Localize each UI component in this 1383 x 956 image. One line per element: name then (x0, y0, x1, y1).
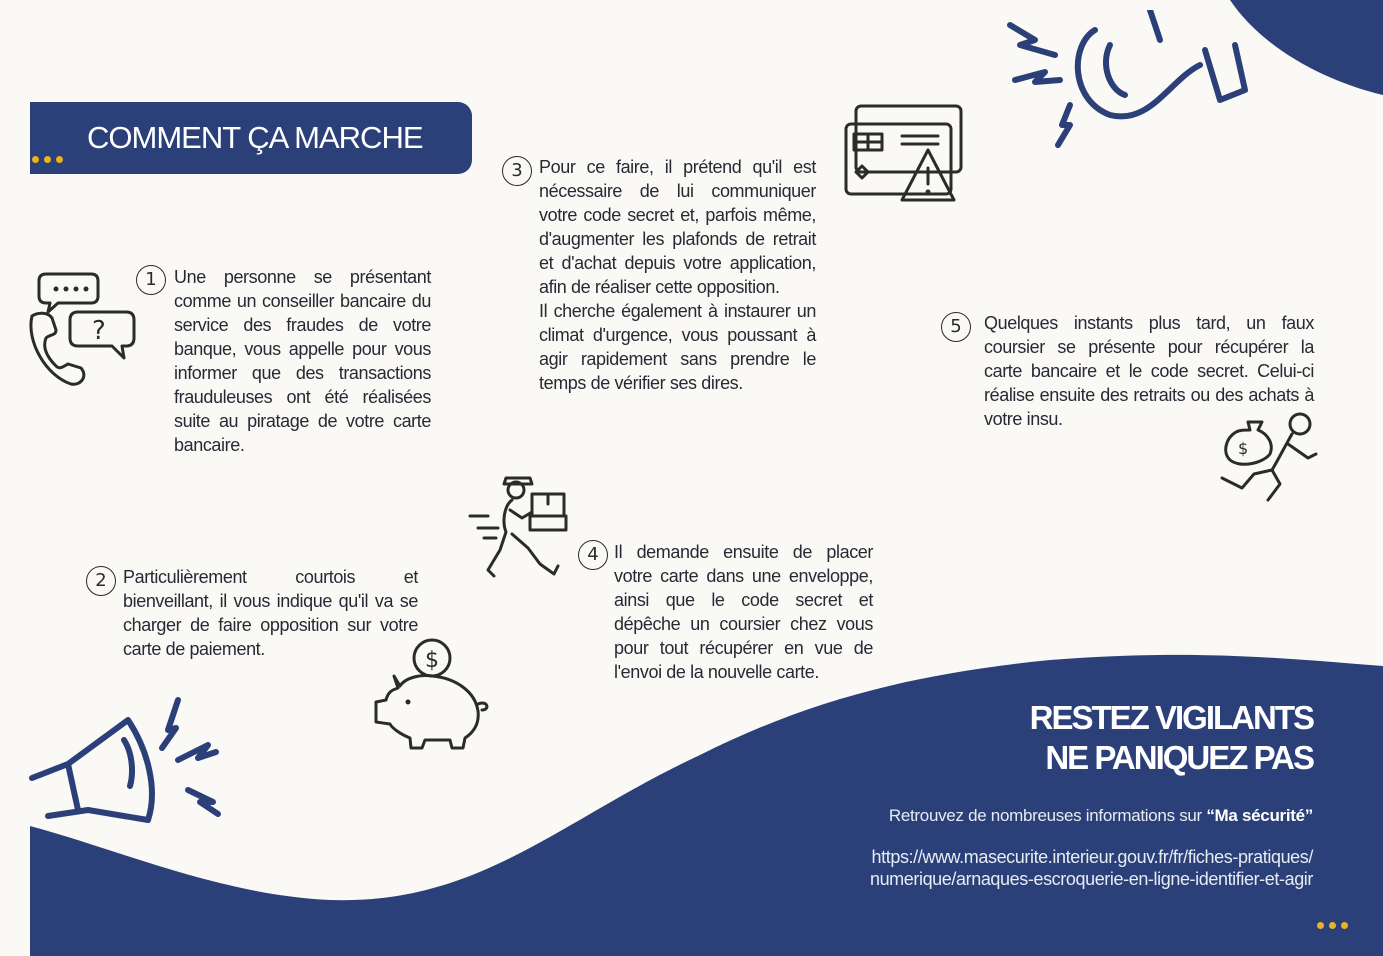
source-url[interactable] (870, 846, 1313, 890)
step-paragraph: Il demande ensuite de placer votre carte dans une enveloppe, ainsi que le code secret et dépêche un coursier chez vous pour tout récupérer en vue de l'envoi de la nouvelle carte. (614, 542, 873, 682)
url-line-2[interactable]: numerique/arnaques-escroquerie-en-ligne-identifier-et-agir (869, 869, 1313, 889)
step-1-text (174, 265, 431, 457)
step-4-text (614, 540, 873, 684)
step-paragraph: Une personne se présentant comme un conseiller bancaire du service des fraudes de votre banque, vous appelle pour vous informer que des transactions frauduleuses ont été réalisées suite au piratage de votre carte bancaire. (174, 267, 431, 455)
megaphone-top-icon (1000, 10, 1270, 160)
info-prefix: Retrouvez de nombreuses informations sur (888, 806, 1207, 825)
step-paragraph: Particulièrement courtois et bienveillant, il vous indique qu'il va se charger de faire opposition sur votre carte de paiement. (123, 567, 418, 659)
url-line-1[interactable]: https://www.masecurite.interieur.gouv.fr/fr/fiches-pratiques/ (871, 847, 1313, 867)
headline-line-2: NE PANIQUEZ PAS (1045, 739, 1313, 776)
page-title: COMMENT ÇA MARCHE (87, 120, 423, 155)
headline-line-1: RESTEZ VIGILANTS (1029, 699, 1313, 736)
step-number: 4 (578, 540, 608, 570)
step-number: 2 (86, 566, 116, 596)
chat-bubbles-phone-icon (26, 266, 141, 391)
step-number: 1 (136, 265, 166, 295)
step-paragraph: Pour ce faire, il prétend qu'il est nécessaire de lui communiquer votre code secret et, parfois même, d'augmenter les plafonds de retrait et d'achat depuis votre application, afin de réaliser cette opposition. (539, 157, 816, 297)
section-title-banner (30, 102, 472, 174)
decorative-dots-bottom (1317, 922, 1348, 929)
svg-text:?: ? (92, 316, 106, 346)
info-line (889, 806, 1313, 826)
step-3-text (539, 155, 816, 395)
step-paragraph: Il cherche également à instaurer un climat d'urgence, vous poussant à agir rapidement sans prendre le temps de vérifier ses dires. (539, 301, 816, 393)
step-number: 3 (502, 156, 532, 186)
piggy-bank-icon (370, 636, 495, 751)
delivery-courier-icon (466, 470, 576, 588)
svg-text:$: $ (1238, 439, 1249, 458)
decorative-dots (32, 156, 63, 163)
thief-money-bag-icon (1218, 408, 1323, 508)
step-paragraph: Quelques instants plus tard, un faux coursier se présente pour récupérer la carte bancaire et le code secret. Celui-ci réalise ensuite des retraits ou des achats à votre insu. (984, 313, 1314, 429)
megaphone-bottom-icon (28, 690, 228, 840)
credit-card-warning-icon (842, 102, 967, 212)
step-number: 5 (941, 312, 971, 342)
svg-text:$: $ (425, 648, 439, 673)
ma-securite-link[interactable]: “Ma sécurité” (1206, 806, 1313, 825)
footer-headline (1030, 698, 1313, 778)
